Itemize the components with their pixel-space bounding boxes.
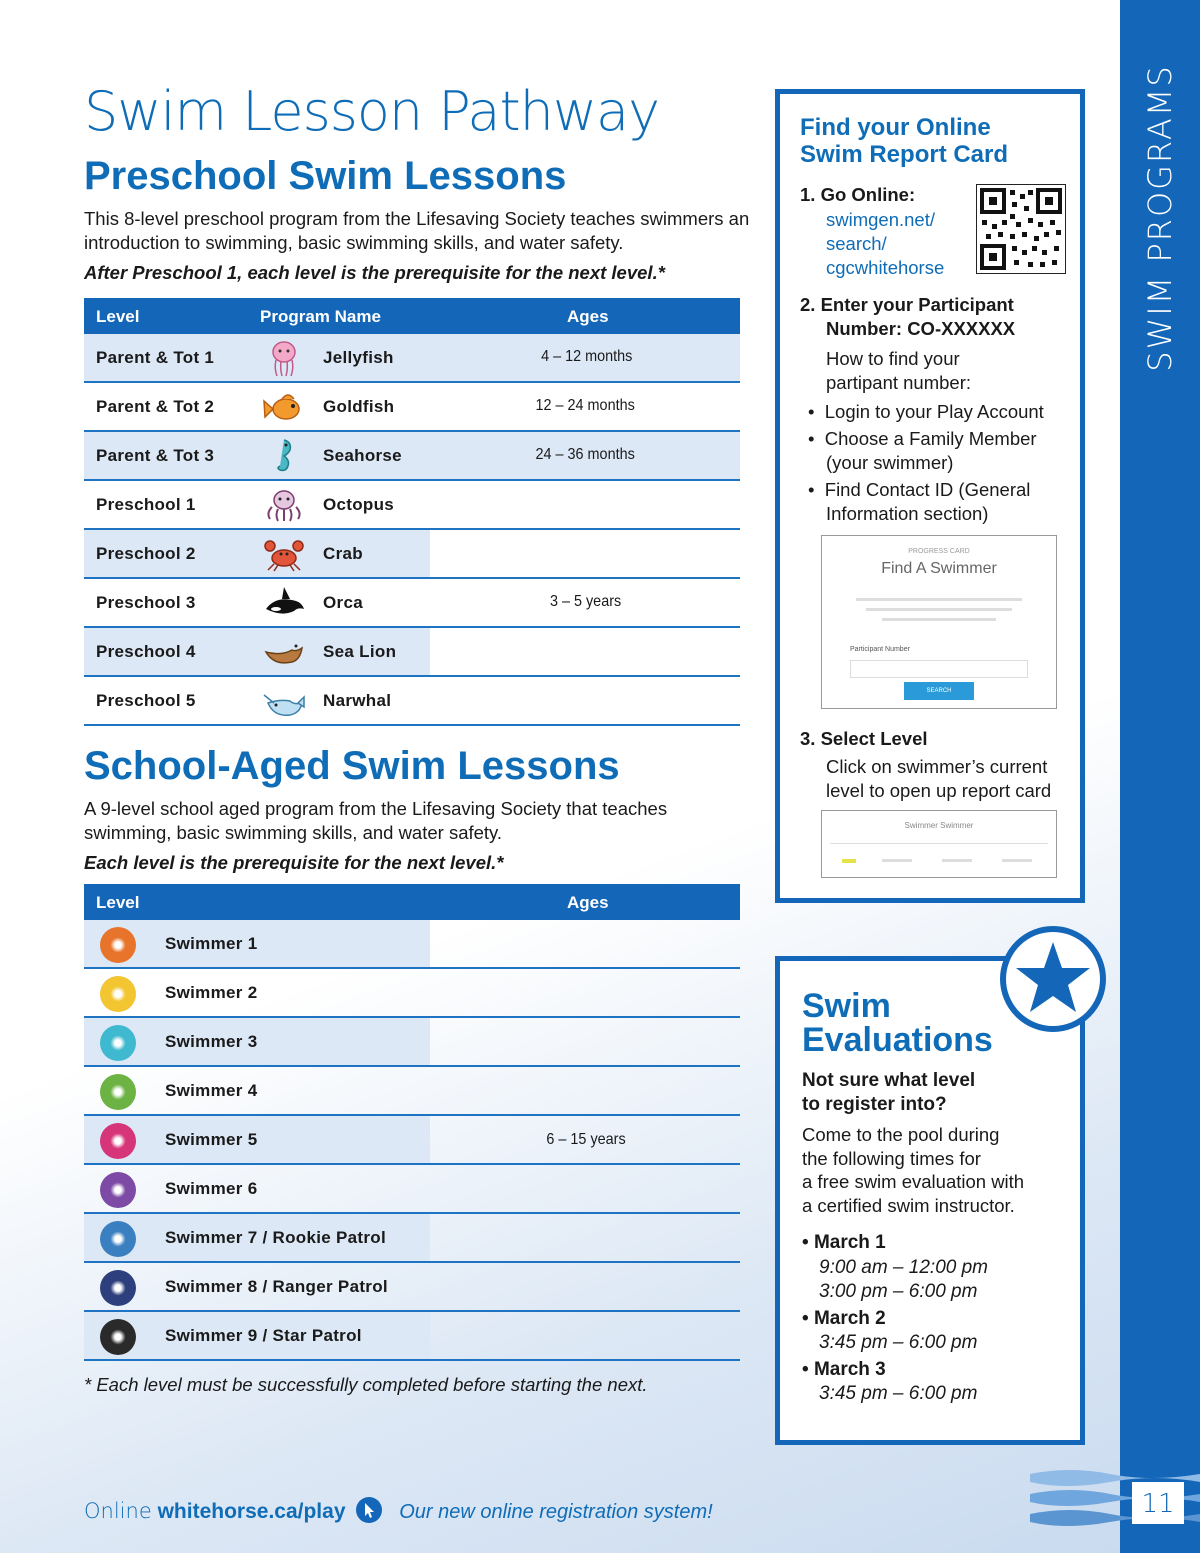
screenshot-level-marker [842, 859, 856, 863]
find-swimmer-screenshot [821, 535, 1057, 709]
screenshot-text-line [1002, 859, 1032, 862]
table-row [84, 1263, 740, 1312]
step-2-line: Number: CO-XXXXXX [826, 318, 1016, 339]
program-name: Seahorse [323, 446, 402, 465]
screenshot-text-line [942, 859, 972, 862]
level-name: Parent & Tot 3 [96, 446, 215, 465]
how-line: partipant number: [826, 372, 972, 393]
date-item: • March 2 [802, 1307, 886, 1329]
how-to-find-text [826, 347, 971, 395]
step-1-label: 1. Go Online: [800, 184, 916, 205]
table-row [84, 1116, 740, 1165]
table-row [84, 383, 740, 432]
page-title: Swim Lesson Pathway [84, 80, 660, 143]
header-ages: Ages [567, 307, 609, 326]
age-range: 12 – 24 months [535, 397, 635, 414]
report-card-title-line: Find your Online [800, 114, 991, 141]
time-slot: 3:45 pm – 6:00 pm [819, 1332, 978, 1353]
evaluations-title-line: Swim [802, 987, 891, 1025]
step-3-line: level to open up report card [826, 780, 1052, 801]
evaluations-body [802, 1123, 1024, 1217]
narwhal-icon [262, 681, 306, 721]
screenshot-text-line [882, 618, 996, 621]
goldfish-icon [262, 387, 306, 427]
bullet-icon: • [802, 1232, 814, 1253]
evaluations-title-line: Evaluations [802, 1021, 993, 1059]
level-name: Swimmer 9 / Star Patrol [165, 1326, 362, 1345]
age-range: 3 – 5 years [549, 593, 622, 610]
list-item: • Find Contact ID (General [808, 478, 1031, 500]
header-program: Program Name [260, 307, 381, 326]
url-line[interactable]: search/ [826, 233, 887, 254]
step-3-line: Click on swimmer’s current [826, 756, 1048, 777]
swimmer-badge-icon [100, 1319, 136, 1355]
level-name: Preschool 1 [96, 495, 196, 514]
how-to-list [808, 400, 1044, 527]
level-name: Swimmer 4 [165, 1081, 258, 1100]
question-line: Not sure what level [802, 1070, 976, 1091]
cursor-click-icon[interactable] [355, 1496, 383, 1524]
time-slot: 9:00 am – 12:00 pm [819, 1256, 988, 1278]
level-name: Swimmer 7 / Rookie Patrol [165, 1228, 387, 1247]
table-row [84, 579, 740, 628]
program-name: Crab [323, 544, 363, 563]
screenshot-caption: PROGRESS CARD [908, 548, 970, 555]
program-name: Jellyfish [323, 348, 394, 367]
preschool-table-header [84, 298, 740, 334]
header-level: Level [96, 307, 140, 326]
program-name: Sea Lion [323, 642, 397, 661]
step-3-text [826, 755, 1051, 803]
step-3-label: 3. Select Level [800, 728, 928, 749]
select-level-screenshot [821, 810, 1057, 878]
level-name: Preschool 4 [96, 642, 196, 661]
screenshot-heading: Find A Swimmer [881, 560, 997, 577]
table-row [84, 481, 740, 530]
swimmer-badge-icon [100, 1025, 136, 1061]
screenshot-search-button: SEARCH [904, 682, 974, 700]
bullet-icon: • [802, 1307, 814, 1329]
school-intro: A 9-level school aged program from the Lifesaving Society that teaches swimming, basic swimming skills, and water safety. [84, 798, 668, 843]
level-name: Parent & Tot 1 [96, 348, 215, 367]
seahorse-icon [262, 436, 306, 476]
evaluations-question [802, 1069, 975, 1117]
table-row [84, 920, 740, 969]
table-row [84, 1214, 740, 1263]
header-level: Level [96, 893, 140, 912]
table-row [84, 530, 740, 579]
table-row [84, 334, 740, 383]
time-slot: 3:00 pm – 6:00 pm [819, 1281, 978, 1302]
screenshot-text-line [882, 859, 912, 862]
crab-icon [262, 534, 306, 574]
preschool-intro: This 8-level preschool program from the Lifesaving Society teaches swimmers an introduction to swimming, basic swimming skills, and water safety. [84, 208, 750, 253]
swimmer-badge-icon [100, 1221, 136, 1257]
list-item-continued: Information section) [826, 503, 989, 524]
level-name: Swimmer 5 [165, 1130, 258, 1149]
sidebar-label: SWIM PROGRAMS [1141, 64, 1179, 372]
preschool-note: After Preschool 1, each level is the prerequisite for the next level.* [84, 262, 665, 283]
swimmer-badge-icon [100, 1270, 136, 1306]
table-row [84, 1312, 740, 1361]
level-name: Swimmer 3 [165, 1032, 258, 1051]
table-row [84, 432, 740, 481]
time-slot: 3:45 pm – 6:00 pm [819, 1383, 978, 1404]
swimmer-badge-icon [100, 927, 136, 963]
level-name: Parent & Tot 2 [96, 397, 215, 416]
preschool-table [84, 298, 740, 726]
body-line: the following times for [802, 1147, 981, 1169]
evaluations-title [802, 989, 993, 1057]
jellyfish-icon [262, 338, 306, 378]
list-item: • Choose a Family Member [808, 427, 1037, 449]
qr-code-icon[interactable] [976, 184, 1066, 274]
report-card-title [800, 114, 1008, 168]
school-table-header [84, 884, 740, 920]
table-row [84, 628, 740, 677]
step-2-line: 2. Enter your Participant [800, 294, 1014, 315]
page-number: 11 [1141, 1489, 1175, 1519]
screenshot-field [850, 660, 1028, 678]
level-name: Preschool 3 [96, 593, 196, 612]
school-note: Each level is the prerequisite for the next level.* [84, 852, 504, 873]
table-row [84, 1165, 740, 1214]
age-range: 24 – 36 months [535, 446, 635, 463]
header-ages: Ages [567, 893, 609, 912]
table-row [84, 1067, 740, 1116]
question-line: to register into? [802, 1094, 947, 1115]
program-name: Narwhal [323, 691, 392, 710]
age-range: 4 – 12 months [541, 348, 633, 365]
octopus-icon [262, 485, 306, 525]
school-rows [84, 920, 740, 1361]
how-line: How to find your [826, 348, 960, 369]
footer [84, 1496, 713, 1524]
bullet-icon: • [808, 478, 825, 500]
footer-url[interactable]: whitehorse.ca/play [157, 1500, 346, 1523]
level-name: Preschool 2 [96, 544, 196, 563]
report-card-title-line: Swim Report Card [800, 141, 1009, 168]
screenshot-heading: Swimmer Swimmer [904, 821, 974, 830]
program-name: Octopus [323, 495, 395, 514]
sea-lion-icon [262, 632, 306, 672]
step-2-label [800, 293, 1015, 341]
school-table [84, 884, 740, 1361]
screenshot-text-line [866, 608, 1012, 611]
body-line: Come to the pool during [802, 1124, 1000, 1145]
url-line[interactable]: cgcwhitehorse [826, 257, 945, 278]
program-name: Goldfish [323, 397, 395, 416]
footer-tagline: Our new online registration system! [399, 1501, 713, 1523]
body-line: a certified swim instructor. [802, 1194, 1015, 1216]
program-name: Orca [323, 593, 363, 612]
list-item-continued: (your swimmer) [826, 452, 954, 473]
preschool-title: Preschool Swim Lessons [84, 154, 567, 198]
bullet-icon: • [808, 427, 825, 449]
footnote: * Each level must be successfully completed before starting the next. [84, 1374, 648, 1395]
body-line: a free swim evaluation with [802, 1171, 1025, 1192]
school-title: School-Aged Swim Lessons [84, 744, 620, 788]
level-name: Swimmer 6 [165, 1179, 258, 1198]
swimmer-badge-icon [100, 976, 136, 1012]
screenshot-field-label: Participant Number [850, 646, 910, 653]
table-row [84, 1018, 740, 1067]
bullet-icon: • [802, 1358, 814, 1380]
swimmer-badge-icon [100, 1172, 136, 1208]
date-item: • March 1 [802, 1232, 886, 1253]
orca-icon [262, 583, 306, 623]
url-line[interactable]: swimgen.net/ [826, 209, 935, 230]
level-name: Preschool 5 [96, 691, 196, 710]
report-card-box [775, 89, 1085, 903]
evaluation-dates [802, 1231, 988, 1407]
swimmer-badge-icon [100, 1123, 136, 1159]
footer-online: Online [84, 1499, 152, 1523]
swimmer-badge-icon [100, 1074, 136, 1110]
level-name: Swimmer 1 [165, 934, 258, 953]
list-item: • Login to your Play Account [808, 401, 1044, 422]
level-name: Swimmer 8 / Ranger Patrol [165, 1277, 388, 1296]
report-card-url[interactable] [826, 208, 944, 280]
screenshot-divider [830, 843, 1048, 844]
screenshot-text-line [856, 598, 1022, 601]
level-name: Swimmer 2 [165, 983, 258, 1002]
table-row [84, 677, 740, 726]
table-row [84, 969, 740, 1018]
star-badge-icon [998, 924, 1108, 1034]
bullet-icon: • [808, 401, 825, 422]
date-item: • March 3 [802, 1358, 886, 1380]
age-range: 6 – 15 years [546, 1131, 626, 1148]
